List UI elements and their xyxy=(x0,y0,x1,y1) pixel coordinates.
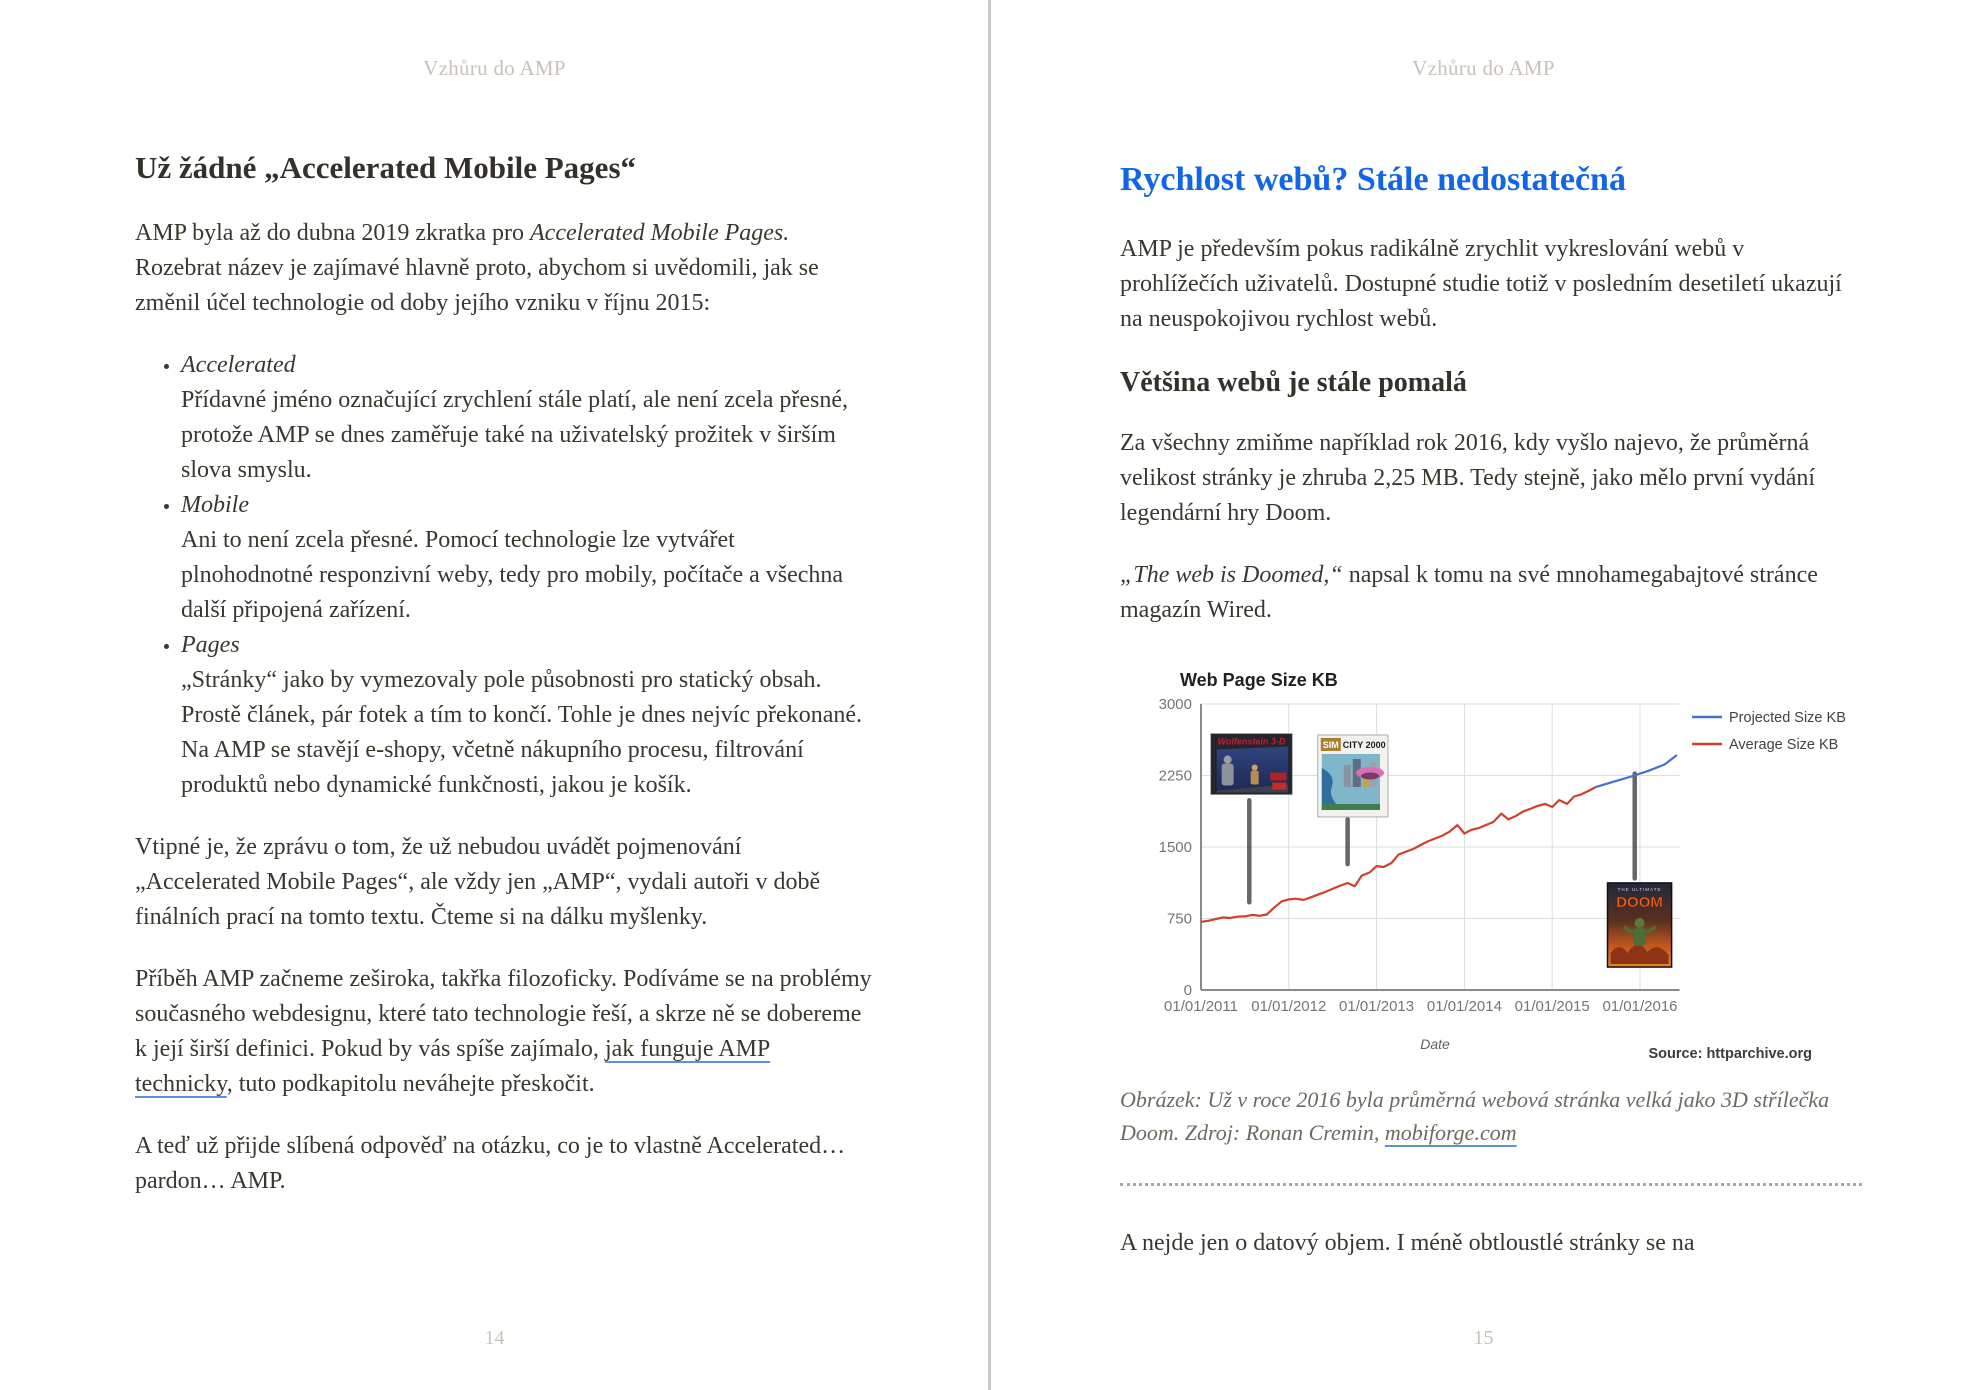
paragraph-after-figure xyxy=(1120,1226,1862,1261)
page-gutter-divider xyxy=(988,0,991,1390)
svg-text:0: 0 xyxy=(1183,982,1192,999)
intro-paragraph xyxy=(135,216,872,321)
text-segment: A teď už přijde slíbená odpověď na otázku, co je to vlastně Accelerated… pardon… AMP. xyxy=(135,1133,846,1194)
chapter-heading: Rychlost webů? Stále nedostatečná xyxy=(1120,161,1626,198)
svg-text:01/01/2012: 01/01/2012 xyxy=(1251,998,1327,1015)
text-segment: Vtipné je, že zprávu o tom, že už nebudou uvádět pojmenování „Accelerated Mobile Pages“, ale vždy jen „AMP“, vydali autoři v době finálních prací na tomto textu. Čteme si na dálku myšlenky. xyxy=(135,834,821,930)
subsection-heading: Většina webů je stále pomalá xyxy=(1120,367,1467,398)
svg-text:Wolfenstein 3-D: Wolfenstein 3-D xyxy=(1217,736,1286,747)
web-page-size-chart-image xyxy=(1120,662,1860,1064)
paragraph-amp-intro xyxy=(1120,232,1862,337)
list-term: • Mobile xyxy=(181,492,249,518)
text-segment: napsal k tomu na své mnohamegabajtové stránce magazín Wired. xyxy=(1120,562,1818,623)
svg-text:01/01/2011: 01/01/2011 xyxy=(1164,998,1238,1015)
paragraph-joke xyxy=(135,830,872,935)
svg-text:01/01/2014: 01/01/2014 xyxy=(1426,998,1502,1015)
inline-link[interactable]: mobiforge.com xyxy=(1384,1120,1517,1145)
svg-text:THE ULTIMATE: THE ULTIMATE xyxy=(1617,886,1662,892)
list-item xyxy=(181,348,872,488)
text-segment: „The web is Doomed,“ xyxy=(1120,562,1343,588)
svg-text:SIM: SIM xyxy=(1322,739,1339,750)
list-text: Ani to není zcela přesné. Pomocí technologie lze vytvářet plnohodnotné responzivní weby, tedy pro mobily, počítače a všechna další připojená zařízení. xyxy=(181,527,844,623)
svg-text:750: 750 xyxy=(1166,910,1192,928)
svg-text:1500: 1500 xyxy=(1158,839,1192,856)
text-segment: A nejde jen o datový objem. I méně obtloustlé stránky se na xyxy=(1120,1230,1695,1256)
list-item xyxy=(181,628,872,803)
running-header: Vzhůru do AMP xyxy=(1412,56,1555,80)
list-text: „Stránky“ jako by vymezovaly pole působnosti pro statický obsah. Prostě článek, pár fotek a tím to končí. Tohle je dnes nejvíc překonané. Na AMP se stavějí e-shopy, včetně nákupního procesu, filtrování produktů nebo dynamické funkčnosti, jakou je košík. xyxy=(181,667,862,798)
svg-text:CITY 2000: CITY 2000 xyxy=(1342,739,1386,750)
text-segment: Příběh AMP začneme zeširoka, takřka filozoficky. Podíváme se na problémy současného webdesignu, které tato technologie řeší, a skrze ně se dobereme k její širší definici. Pokud by vás spíše zajímalo, xyxy=(135,966,872,1062)
paragraph-story xyxy=(135,962,872,1102)
svg-text:01/01/2016: 01/01/2016 xyxy=(1602,998,1678,1015)
svg-text:Source: httparchive.org: Source: httparchive.org xyxy=(1648,1046,1812,1062)
page-15 xyxy=(989,0,1978,1390)
svg-text:Average Size KB: Average Size KB xyxy=(1729,737,1839,753)
svg-text:Date: Date xyxy=(1420,1036,1450,1052)
text-segment: Za všechny zmiňme například rok 2016, kdy vyšlo najevo, že průměrná velikost stránky je zhruba 2,25 MB. Tedy stejně, jako mělo první vydání legendární hry Doom. xyxy=(1120,430,1816,526)
running-header: Vzhůru do AMP xyxy=(423,56,566,80)
text-segment: Obrázek: Už v roce 2016 byla průměrná webová stránka velká jako 3D střílečka Doom. Zdroj: Ronan Cremin, xyxy=(1120,1087,1830,1145)
svg-text:DOOM: DOOM xyxy=(1616,893,1663,911)
text-segment: AMP je především pokus radikálně zrychlit vykreslování webů v prohlížečích uživatelů. Dostupné studie totiž v posledním desetiletí ukazují na neuspokojivou rychlost webů. xyxy=(1120,236,1842,332)
paragraph-2016 xyxy=(1120,426,1862,531)
dotted-divider xyxy=(1120,1183,1862,1186)
page-15-content xyxy=(1120,158,1862,1261)
text-segment: Accelerated Mobile Pages. xyxy=(530,220,790,246)
text-segment: AMP byla až do dubna 2019 zkratka pro xyxy=(135,220,531,246)
svg-text:Projected Size KB: Projected Size KB xyxy=(1729,710,1846,726)
svg-text:2250: 2250 xyxy=(1158,767,1192,785)
svg-text:Web Page Size KB: Web Page Size KB xyxy=(1180,670,1338,690)
svg-text:3000: 3000 xyxy=(1158,696,1192,713)
list-term: • Accelerated xyxy=(181,352,296,378)
figure-caption xyxy=(1120,1083,1860,1149)
text-segment: , tuto podkapitolu neváhejte přeskočit. xyxy=(226,1071,595,1097)
paragraph-final xyxy=(135,1129,872,1199)
amp-acronym-list xyxy=(135,348,872,803)
text-segment: Rozebrat název je zajímavé hlavně proto, abychom si uvědomili, jak se změnil účel technologie od doby jejího vzniku v říjnu 2015: xyxy=(135,255,819,316)
web-page-size-figure xyxy=(1120,662,1860,1149)
paragraph-wired xyxy=(1120,558,1862,628)
list-term: • Pages xyxy=(181,632,240,658)
inline-link[interactable]: jak funguje AMP technicky xyxy=(135,1036,771,1097)
section-heading: Už žádné „Accelerated Mobile Pages“ xyxy=(135,150,637,185)
list-item xyxy=(181,488,872,628)
svg-text:01/01/2013: 01/01/2013 xyxy=(1339,998,1415,1015)
svg-text:01/01/2015: 01/01/2015 xyxy=(1514,998,1590,1015)
list-text: Přídavné jméno označující zrychlení stále platí, ale není zcela přesné, protože AMP se dnes zaměřuje také na uživatelský prožitek v širším slova smyslu. xyxy=(181,387,849,483)
page-number: 15 xyxy=(1473,1327,1494,1349)
page-number: 14 xyxy=(484,1327,505,1349)
page-14-content xyxy=(135,148,872,1199)
